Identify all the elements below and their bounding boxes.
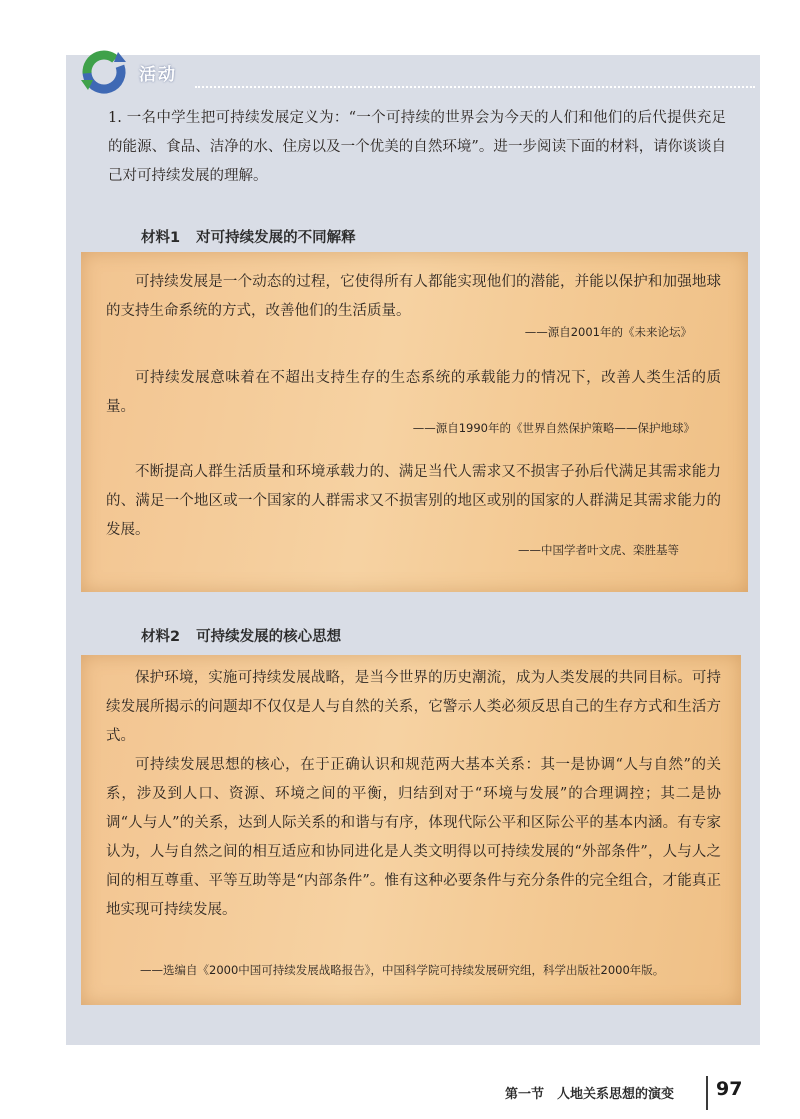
material2-paragraph-2: 可持续发展思想的核心，在于正确认识和规范两大基本关系：其一是协调“人与自然”的关系，涉及到人口、资源、环境之间的平衡，归结到对于“环境与发展”的合理调控；其二是协调“人与人”的关系，达到人际关系的和谐与有序，体现代际公平和区际公平的基本内涵。有专家认为，人与自然之间的相互适应和协同进化是人类文明得以可持续发展的“外部条件”，人与人之间的相互尊重、平等互助等是“内部条件”。惟有这种必要条件与充分条件的完全组合，才能真正地实现可持续发展。	[106, 757, 721, 918]
material1-heading	[141, 226, 356, 247]
page-number: 97	[716, 1078, 743, 1100]
material2-number: 材料2	[141, 629, 181, 645]
footer-divider	[706, 1076, 708, 1110]
intro-question: 1. 一名中学生把可持续发展定义为：“一个可持续的世界会为今天的人们和他们的后代提供充足的能源、食品、洁净的水、住房以及一个优美的自然环境”。进一步阅读下面的材料，请你谈谈自己对可持续发展的理解。	[108, 110, 726, 184]
material2-paragraph-1: 保护环境，实施可持续发展战略，是当今世界的历史潮流，成为人类发展的共同目标。可持续发展所揭示的问题却不仅仅是人与自然的关系，它警示人类必须反思自己的生存方式和生活方式。	[106, 670, 721, 744]
section-title: 活动	[139, 65, 177, 85]
material1-source-3: ——中国学者叶文虎、栾胜基等	[518, 543, 679, 557]
material2-heading	[141, 625, 341, 646]
material2-title: 可持续发展的核心思想	[196, 629, 342, 645]
material2-source: ——选编自《2000中国可持续发展战略报告》，中国科学院可持续发展研究组，科学出版社2000年版。	[140, 963, 665, 977]
material1-source-1: ——源自2001年的《未来论坛》	[524, 325, 692, 339]
footer-section-title: 第一节 人地关系思想的演变	[505, 1087, 675, 1102]
material1-source-2: ——源自1990年的《世界自然保护策略——保护地球》	[412, 421, 695, 435]
material1-title: 对可持续发展的不同解释	[196, 230, 356, 246]
material1-text-1: 可持续发展是一个动态的过程，它使得所有人都能实现他们的潜能，并能以保护和加强地球的支持生命系统的方式，改善他们的生活质量。	[106, 274, 721, 319]
activity-cycle-icon	[78, 46, 130, 98]
material1-text-2: 可持续发展意味着在不超出支持生存的生态系统的承载能力的情况下，改善人类生活的质量。	[106, 370, 721, 415]
title-divider	[195, 86, 755, 88]
material1-text-3: 不断提高人群生活质量和环境承载力的、满足当代人需求又不损害子孙后代满足其需求能力的、满足一个地区或一个国家的人群需求又不损害别的地区或别的国家的人群满足其需求能力的发展。	[106, 464, 721, 538]
material1-number: 材料1	[141, 230, 181, 246]
